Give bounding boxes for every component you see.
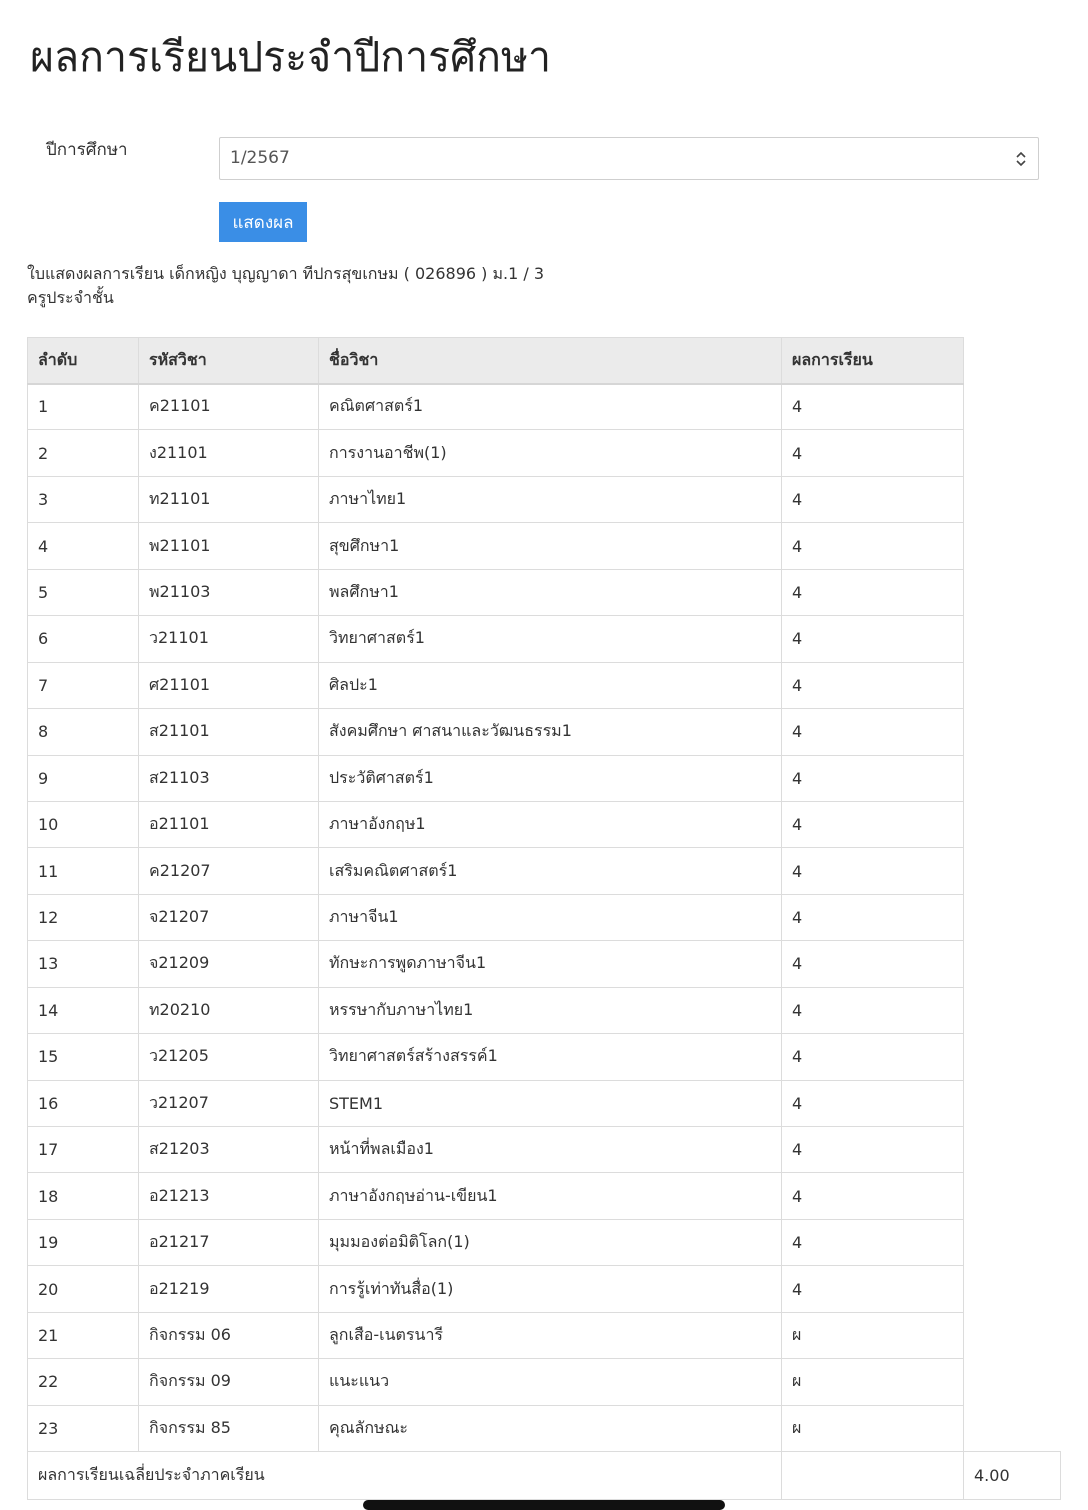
row-course-name: ทักษะการพูดภาษาจีน1 <box>319 941 782 987</box>
table-row <box>28 1127 964 1173</box>
row-order: 5 <box>28 569 139 615</box>
row-grade: 4 <box>782 1127 964 1173</box>
row-order: 2 <box>28 430 139 476</box>
show-results-button[interactable]: แสดงผล <box>219 202 307 242</box>
row-course-code: ส21101 <box>139 709 319 755</box>
header-grade: ผลการเรียน <box>782 338 964 384</box>
table-row <box>28 662 964 708</box>
row-course-name: ศิลปะ1 <box>319 662 782 708</box>
academic-year-select[interactable] <box>219 137 1039 180</box>
row-course-name: พลศึกษา1 <box>319 569 782 615</box>
row-grade: 4 <box>782 801 964 847</box>
table-row <box>28 1266 964 1312</box>
table-row <box>28 941 964 987</box>
row-course-name: วิทยาศาสตร์1 <box>319 616 782 662</box>
row-order: 9 <box>28 755 139 801</box>
row-course-name: วิทยาศาสตร์สร้างสรรค์1 <box>319 1034 782 1080</box>
row-grade: 4 <box>782 384 964 430</box>
table-row <box>28 430 964 476</box>
row-order: 6 <box>28 616 139 662</box>
row-order: 14 <box>28 987 139 1033</box>
chevron-updown-icon <box>1014 150 1028 168</box>
row-course-name: มุมมองต่อมิติโลก(1) <box>319 1219 782 1265</box>
row-course-name: สังคมศึกษา ศาสนาและวัฒนธรรม1 <box>319 709 782 755</box>
row-order: 15 <box>28 1034 139 1080</box>
row-course-name: ภาษาไทย1 <box>319 476 782 522</box>
row-grade: 4 <box>782 569 964 615</box>
row-course-code: พ21103 <box>139 569 319 615</box>
row-order: 19 <box>28 1219 139 1265</box>
row-order: 1 <box>28 384 139 430</box>
academic-year-label: ปีการศึกษา <box>46 140 128 160</box>
row-course-name: หน้าที่พลเมือง1 <box>319 1127 782 1173</box>
row-course-code: จ21207 <box>139 894 319 940</box>
row-course-name: สุขศึกษา1 <box>319 523 782 569</box>
row-course-code: อ21217 <box>139 1219 319 1265</box>
page-title: ผลการเรียนประจำปีการศึกษา <box>30 33 552 81</box>
row-course-code: ว21207 <box>139 1080 319 1126</box>
row-course-code: กิจกรรม 06 <box>139 1312 319 1358</box>
table-row <box>28 801 964 847</box>
row-course-code: อ21101 <box>139 801 319 847</box>
row-grade: 4 <box>782 662 964 708</box>
row-grade: 4 <box>782 709 964 755</box>
row-grade: 4 <box>782 1034 964 1080</box>
table-row <box>28 1312 964 1358</box>
row-course-code: ค21207 <box>139 848 319 894</box>
row-grade: 4 <box>782 848 964 894</box>
row-grade: 4 <box>782 1080 964 1126</box>
row-grade: 4 <box>782 894 964 940</box>
table-row <box>28 476 964 522</box>
row-order: 3 <box>28 476 139 522</box>
row-grade: 4 <box>782 987 964 1033</box>
report-student-line: ใบแสดงผลการเรียน เด็กหญิง บุญญาดา ทีปกรสุขเกษม ( 026896 ) ม.1 / 3 <box>27 264 545 283</box>
report-teacher-line: ครูประจำชั้น <box>27 288 114 307</box>
row-course-code: อ21219 <box>139 1266 319 1312</box>
row-grade: ผ <box>782 1312 964 1358</box>
row-course-code: ท20210 <box>139 987 319 1033</box>
row-order: 23 <box>28 1405 139 1451</box>
table-row <box>28 755 964 801</box>
table-row <box>28 384 964 430</box>
table-row <box>28 1080 964 1126</box>
row-grade: 4 <box>782 523 964 569</box>
row-course-name: คุณลักษณะ <box>319 1405 782 1451</box>
row-order: 22 <box>28 1359 139 1405</box>
table-row <box>28 616 964 662</box>
table-row <box>28 1173 964 1219</box>
row-grade: 4 <box>782 1173 964 1219</box>
row-grade: 4 <box>782 941 964 987</box>
header-order: ลำดับ <box>28 338 139 384</box>
row-course-name: แนะแนว <box>319 1359 782 1405</box>
table-row <box>28 1219 964 1265</box>
row-order: 20 <box>28 1266 139 1312</box>
gpa-spacer <box>782 1452 964 1500</box>
row-grade: 4 <box>782 616 964 662</box>
row-grade: ผ <box>782 1359 964 1405</box>
table-row <box>28 709 964 755</box>
row-grade: 4 <box>782 1219 964 1265</box>
table-row <box>28 987 964 1033</box>
row-course-code: อ21213 <box>139 1173 319 1219</box>
header-course-name: ชื่อวิชา <box>319 338 782 384</box>
table-row <box>28 1405 964 1451</box>
row-course-code: ส21203 <box>139 1127 319 1173</box>
row-course-name: ภาษาจีน1 <box>319 894 782 940</box>
row-course-code: พ21101 <box>139 523 319 569</box>
row-course-code: ว21205 <box>139 1034 319 1080</box>
row-order: 16 <box>28 1080 139 1126</box>
row-course-name: หรรษากับภาษาไทย1 <box>319 987 782 1033</box>
row-course-name: ภาษาอังกฤษ1 <box>319 801 782 847</box>
gpa-value: 4.00 <box>964 1452 1061 1500</box>
row-grade: 4 <box>782 755 964 801</box>
home-indicator <box>363 1500 725 1510</box>
table-header-row <box>28 338 964 384</box>
row-course-name: ประวัติศาสตร์1 <box>319 755 782 801</box>
row-grade: 4 <box>782 430 964 476</box>
row-course-name: การรู้เท่าทันสื่อ(1) <box>319 1266 782 1312</box>
row-course-code: จ21209 <box>139 941 319 987</box>
row-course-code: ศ21101 <box>139 662 319 708</box>
row-course-name: คณิตศาสตร์1 <box>319 384 782 430</box>
row-course-name: ภาษาอังกฤษอ่าน-เขียน1 <box>319 1173 782 1219</box>
gpa-summary <box>27 1451 1061 1500</box>
row-course-name: การงานอาชีพ(1) <box>319 430 782 476</box>
row-course-code: ง21101 <box>139 430 319 476</box>
row-grade: ผ <box>782 1405 964 1451</box>
row-grade: 4 <box>782 1266 964 1312</box>
row-course-code: ค21101 <box>139 384 319 430</box>
row-grade: 4 <box>782 476 964 522</box>
row-order: 4 <box>28 523 139 569</box>
row-course-code: กิจกรรม 85 <box>139 1405 319 1451</box>
row-course-name: ลูกเสือ-เนตรนารี <box>319 1312 782 1358</box>
row-course-name: STEM1 <box>319 1080 782 1126</box>
row-course-code: ท21101 <box>139 476 319 522</box>
row-order: 10 <box>28 801 139 847</box>
academic-year-value: 1/2567 <box>230 148 290 168</box>
row-order: 8 <box>28 709 139 755</box>
row-course-name: เสริมคณิตศาสตร์1 <box>319 848 782 894</box>
row-order: 21 <box>28 1312 139 1358</box>
table-row <box>28 523 964 569</box>
row-course-code: ว21101 <box>139 616 319 662</box>
table-row <box>28 894 964 940</box>
row-order: 12 <box>28 894 139 940</box>
table-row <box>28 1359 964 1405</box>
row-course-code: กิจกรรม 09 <box>139 1359 319 1405</box>
table-row <box>28 1034 964 1080</box>
gpa-label: ผลการเรียนเฉลี่ยประจำภาคเรียน <box>28 1452 782 1500</box>
row-order: 18 <box>28 1173 139 1219</box>
row-order: 7 <box>28 662 139 708</box>
row-course-code: ส21103 <box>139 755 319 801</box>
row-order: 11 <box>28 848 139 894</box>
header-course-code: รหัสวิชา <box>139 338 319 384</box>
table-row <box>28 848 964 894</box>
row-order: 17 <box>28 1127 139 1173</box>
row-order: 13 <box>28 941 139 987</box>
grades-table <box>27 337 964 1452</box>
table-row <box>28 569 964 615</box>
